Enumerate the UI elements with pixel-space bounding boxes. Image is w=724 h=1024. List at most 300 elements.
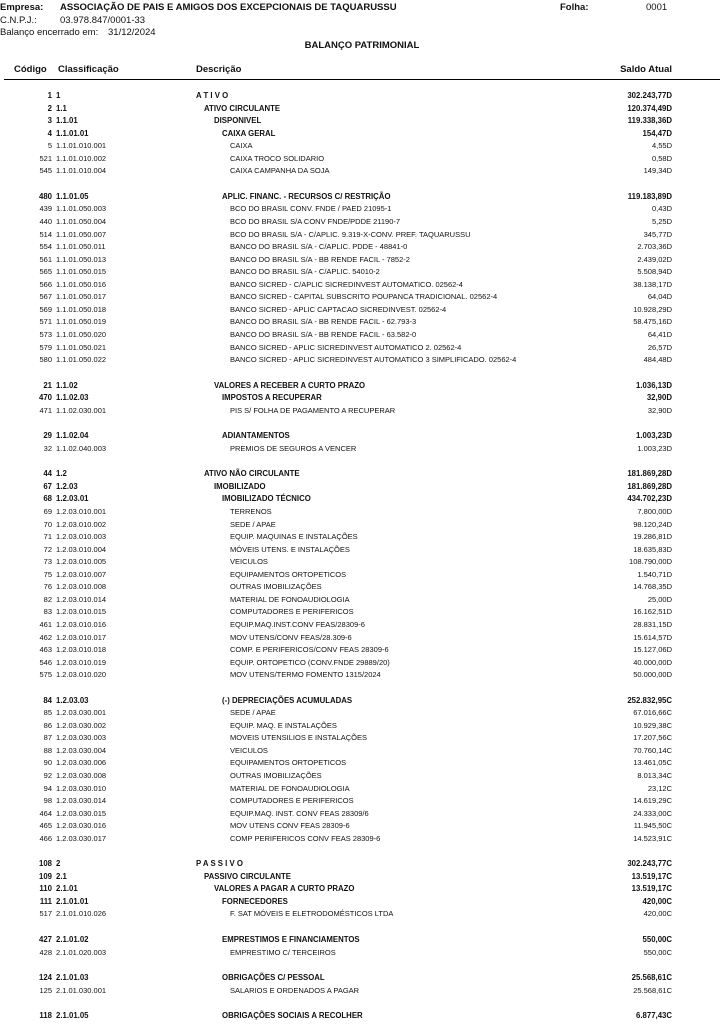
row-classificacao: 1.2.03.010.015: [56, 607, 107, 617]
row-saldo: 17.207,56C: [633, 733, 672, 743]
row-descricao: VEICULOS: [230, 745, 268, 755]
row-saldo: 10.928,29D: [633, 304, 672, 314]
row-classificacao: 1.2.03.010.008: [56, 582, 107, 592]
row-codigo: 90: [43, 758, 52, 768]
row-classificacao: 1.2.03.030.016: [56, 821, 107, 831]
row-saldo: 25.568,61C: [633, 985, 672, 995]
row-classificacao: 1.2.03.010.020: [56, 670, 107, 680]
row-codigo: 125: [39, 985, 52, 995]
row-classificacao: 1.2.03.03: [56, 695, 89, 705]
row-codigo: 72: [43, 544, 52, 554]
row-classificacao: 1.1: [56, 103, 67, 113]
row-codigo: 84: [43, 695, 52, 705]
row-descricao: EQUIPAMENTOS ORTOPETICOS: [230, 758, 347, 768]
table-row: [0, 266, 724, 278]
row-descricao: ADIANTAMENTOS: [222, 431, 290, 441]
row-saldo: 302.243,77C: [627, 859, 672, 869]
table-row: [0, 329, 724, 341]
table-row: [0, 569, 724, 581]
row-codigo: 579: [39, 342, 52, 352]
row-descricao: OUTRAS IMOBILIZAÇÕES: [230, 582, 322, 592]
row-classificacao: 1.2.03.010.005: [56, 557, 107, 567]
row-codigo: 4: [47, 128, 52, 138]
row-classificacao: 1.1.01.05: [56, 191, 89, 201]
table-row: [0, 908, 724, 920]
row-codigo: 111: [39, 896, 52, 906]
row-descricao: COMP. E PERIFERICOS/CONV FEAS 28309-6: [230, 645, 389, 654]
row-descricao: COMPUTADORES E PERIFERICOS: [230, 796, 354, 805]
row-codigo: 565: [39, 267, 52, 277]
row-classificacao: 1.1.01.050.004: [56, 216, 107, 226]
row-saldo: 550,00C: [643, 947, 672, 957]
row-saldo: 1.540,71D: [637, 569, 672, 579]
row-codigo: 546: [39, 657, 52, 667]
row-codigo: 521: [39, 153, 52, 163]
row-classificacao: 1.2: [56, 469, 67, 479]
row-classificacao: 1.2.03: [56, 481, 78, 491]
row-classificacao: 1.1.01.050.007: [56, 229, 107, 239]
row-saldo: 50.000,00D: [633, 670, 672, 680]
row-codigo: 69: [43, 507, 52, 516]
row-classificacao: 1.1.01.050.020: [56, 329, 107, 339]
row-codigo: 76: [43, 582, 52, 592]
row-codigo: 569: [39, 304, 52, 314]
table-row: [0, 203, 724, 215]
row-codigo: 1: [47, 91, 52, 100]
row-codigo: 75: [43, 569, 52, 579]
empresa-label: Empresa:: [0, 2, 44, 13]
row-classificacao: 1.2.03.010.016: [56, 619, 107, 629]
table-row: [0, 594, 724, 606]
row-saldo: 40.000,00D: [633, 657, 672, 667]
row-codigo: 466: [39, 833, 52, 843]
row-descricao: EQUIP.MAQ. INST. CONV FEAS 28309/6: [230, 808, 369, 818]
table-row: [0, 858, 724, 870]
row-codigo: 566: [39, 279, 52, 289]
table-row: [0, 216, 724, 228]
row-descricao: BANCO DO BRASIL S/A - C/APLIC. PDDE - 48841-0: [230, 242, 408, 252]
row-codigo: 29: [43, 431, 52, 441]
row-saldo: 19.286,81D: [633, 532, 672, 542]
row-codigo: 118: [39, 1011, 52, 1021]
table-row: [0, 544, 724, 556]
row-descricao: EQUIP. ORTOPETICO (CONV.FNDE 29889/20): [230, 657, 390, 667]
row-saldo: 67.016,66C: [633, 708, 672, 718]
row-descricao: BANCO DO BRASIL S/A - BB RENDE FACIL - 63.582-0: [230, 329, 417, 339]
table-row: [0, 757, 724, 769]
row-saldo: 11.945,50C: [633, 821, 672, 831]
row-saldo: 15.614,57D: [633, 632, 672, 642]
row-codigo: 86: [43, 720, 52, 730]
row-classificacao: 1.1.02.04: [56, 431, 89, 441]
table-row: [0, 165, 724, 177]
row-descricao: EQUIP. MAQUINAS E INSTALAÇÕES: [230, 532, 358, 542]
row-codigo: 471: [39, 405, 52, 415]
row-codigo: 2: [47, 103, 52, 113]
row-codigo: 87: [43, 733, 52, 743]
row-saldo: 38.138,17D: [633, 279, 672, 289]
row-codigo: 3: [47, 116, 52, 126]
row-descricao: P A S S I V O: [196, 859, 243, 869]
row-descricao: BANCO SICRED - APLIC SICREDINVEST AUTOMATICO 3 SIMPLIFICADO. 02562-4: [230, 355, 517, 364]
table-row: [0, 519, 724, 531]
row-descricao: BCO DO BRASIL S/A CONV FNDE/PDDE 21190-7: [230, 216, 401, 226]
table-row: [0, 90, 724, 102]
row-codigo: 514: [39, 229, 52, 239]
row-saldo: 13.461,05C: [633, 758, 672, 768]
row-saldo: 154,47D: [642, 128, 672, 138]
row-saldo: 302.243,77D: [627, 91, 672, 100]
row-classificacao: 1.1.01.010.002: [56, 153, 107, 163]
row-saldo: 32,90D: [646, 393, 672, 403]
row-saldo: 119.183,89D: [627, 191, 672, 201]
row-classificacao: 1.2.03.01: [56, 494, 89, 504]
row-descricao: CAIXA GERAL: [222, 128, 276, 138]
row-classificacao: 2.1.01.01: [56, 896, 89, 906]
row-codigo: 554: [39, 242, 52, 252]
cnpj-value: 03.978.847/0001-33: [60, 15, 146, 26]
table-row: [0, 380, 724, 392]
row-classificacao: 1.2.03.010.017: [56, 632, 107, 642]
row-codigo: 110: [39, 884, 52, 894]
row-classificacao: 1.2.03.030.017: [56, 833, 107, 843]
table-row: [0, 720, 724, 732]
row-saldo: 23,12C: [647, 783, 672, 793]
row-descricao: COMPUTADORES E PERIFERICOS: [230, 607, 354, 617]
row-saldo: 1.036,13D: [636, 380, 672, 390]
row-codigo: 73: [43, 557, 52, 567]
row-descricao: EQUIPAMENTOS ORTOPETICOS: [230, 569, 347, 579]
document-title: BALANÇO PATRIMONIAL: [304, 40, 420, 51]
row-saldo: 25,00D: [647, 594, 672, 604]
row-codigo: 21: [43, 380, 52, 390]
row-codigo: 575: [39, 670, 52, 680]
row-saldo: 5,25D: [651, 216, 672, 226]
row-codigo: 124: [38, 973, 52, 983]
table-row: [0, 128, 724, 140]
folha-label: Folha:: [560, 2, 589, 13]
row-codigo: 580: [39, 355, 52, 364]
row-descricao: BANCO SICRED - C/APLIC SICREDINVEST AUTOMATICO. 02562-4: [230, 279, 463, 289]
table-row: [0, 619, 724, 631]
row-descricao: IMOBILIZADO: [214, 481, 266, 491]
row-classificacao: 1.1.01.050.019: [56, 317, 107, 327]
table-row: [0, 669, 724, 681]
row-saldo: 24.333,00C: [633, 808, 672, 818]
row-descricao: IMPOSTOS A RECUPERAR: [222, 393, 322, 403]
row-saldo: 8.013,34C: [637, 770, 672, 780]
row-descricao: CAIXA: [230, 141, 253, 151]
row-classificacao: 1.2.03.030.008: [56, 770, 107, 780]
table-row: [0, 707, 724, 719]
table-row: [0, 808, 724, 820]
balanco-date: 31/12/2024: [108, 27, 156, 38]
table-row: [0, 632, 724, 644]
row-classificacao: 1.1.01.050.022: [56, 355, 107, 364]
row-descricao: SEDE / APAE: [230, 519, 276, 529]
table-row: [0, 229, 724, 241]
row-descricao: MOV UTENS CONV FEAS 28309-6: [230, 821, 350, 831]
row-codigo: 571: [39, 317, 52, 327]
row-classificacao: 1.1.01.050.021: [56, 342, 107, 352]
row-classificacao: 1.2.03.010.004: [56, 544, 107, 554]
row-descricao: PIS S/ FOLHA DE PAGAMENTO A RECUPERAR: [230, 405, 396, 415]
row-saldo: 28.831,15D: [633, 619, 672, 629]
row-codigo: 70: [43, 519, 52, 529]
row-classificacao: 1.2.03.030.001: [56, 708, 107, 718]
table-row: [0, 531, 724, 543]
table-row: [0, 506, 724, 518]
row-descricao: BANCO DO BRASIL S/A - BB RENDE FACIL - 7852-2: [230, 254, 410, 264]
table-row: [0, 695, 724, 707]
row-descricao: SEDE / APAE: [230, 708, 276, 718]
row-saldo: 0,43D: [651, 204, 672, 214]
table-row: [0, 468, 724, 480]
row-classificacao: 1.1.01.050.015: [56, 267, 107, 277]
row-saldo: 1.003,23D: [637, 443, 672, 453]
row-codigo: 92: [43, 770, 52, 780]
row-descricao: MÓVEIS UTENS. E INSTALAÇÕES: [230, 544, 350, 554]
row-saldo: 13.519,17C: [631, 884, 672, 894]
table-row: [0, 443, 724, 455]
row-codigo: 85: [43, 708, 52, 718]
empresa-name: ASSOCIAÇÃO DE PAIS E AMIGOS DOS EXCEPCIONAIS DE TAQUARUSSU: [60, 2, 397, 13]
table-row: [0, 241, 724, 253]
row-saldo: 108.790,00D: [629, 557, 672, 567]
row-classificacao: 1.1.02.03: [56, 393, 89, 403]
row-classificacao: 2.1.01.020.003: [56, 947, 107, 957]
row-saldo: 252.832,95C: [627, 695, 672, 705]
row-classificacao: 1.1.01: [56, 116, 78, 126]
row-classificacao: 2: [56, 859, 61, 869]
row-codigo: 88: [43, 745, 52, 755]
table-row: [0, 985, 724, 997]
folha-number: 0001: [646, 2, 668, 13]
row-saldo: 70.760,14C: [633, 745, 672, 755]
table-row: [0, 103, 724, 115]
row-saldo: 2.703,36D: [637, 242, 672, 252]
empresa-line: [0, 2, 43, 13]
row-classificacao: 1.2.03.030.010: [56, 783, 107, 793]
row-saldo: 434.702,23D: [627, 494, 672, 504]
row-classificacao: 1.1.01.010.001: [56, 141, 107, 151]
row-saldo: 18.635,83D: [633, 544, 672, 554]
table-row: [0, 115, 724, 127]
row-classificacao: 1.2.03.030.014: [56, 796, 107, 805]
row-classificacao: 1.1.01.010.004: [56, 166, 107, 176]
table-row: [0, 430, 724, 442]
row-saldo: 32,90D: [647, 405, 672, 415]
table-row: [0, 405, 724, 417]
table-row: [0, 481, 724, 493]
row-descricao: F. SAT MÓVEIS E ELETRODOMÉSTICOS LTDA: [230, 909, 394, 919]
column-classificacao: Classificação: [58, 64, 119, 75]
row-classificacao: 1.2.03.010.003: [56, 532, 107, 542]
row-descricao: EMPRESTIMO C/ TERCEIROS: [230, 947, 336, 957]
table-row: [0, 140, 724, 152]
row-codigo: 573: [39, 329, 52, 339]
row-classificacao: 1.1.02.040.003: [56, 443, 107, 453]
row-saldo: 13.519,17C: [631, 871, 672, 881]
row-classificacao: 1.1.01.01: [56, 128, 89, 138]
table-row: [0, 1010, 724, 1022]
row-codigo: 32: [43, 443, 52, 453]
row-saldo: 120.374,49D: [627, 103, 672, 113]
row-descricao: MATERIAL DE FONOAUDIOLOGIA: [230, 594, 350, 604]
row-codigo: 440: [39, 216, 52, 226]
cnpj-label: C.N.P.J.:: [0, 15, 37, 26]
row-descricao: CAIXA CAMPANHA DA SOJA: [230, 166, 330, 176]
row-classificacao: 1.1.01.050.016: [56, 279, 107, 289]
column-descricao: Descrição: [196, 64, 242, 75]
row-saldo: 420,00C: [643, 909, 672, 919]
row-codigo: 480: [38, 191, 52, 201]
table-row: [0, 833, 724, 845]
row-descricao: VEICULOS: [230, 557, 268, 567]
row-descricao: BANCO SICRED - APLIC CAPTACAO SICREDINVEST. 02562-4: [230, 304, 447, 314]
table-row: [0, 871, 724, 883]
table-row: [0, 556, 724, 568]
row-codigo: 44: [43, 469, 52, 479]
row-descricao: EQUIP.MAQ.INST.CONV FEAS/28309-6: [230, 619, 365, 629]
row-saldo: 119.338,36D: [627, 116, 672, 126]
row-classificacao: 1.1.02.030.001: [56, 405, 107, 415]
table-row: [0, 644, 724, 656]
column-saldo-atual: Saldo Atual: [620, 64, 672, 75]
row-codigo: 67: [43, 481, 52, 491]
row-descricao: FORNECEDORES: [222, 896, 288, 906]
table-row: [0, 279, 724, 291]
table-row: [0, 947, 724, 959]
row-classificacao: 2.1.01.010.026: [56, 909, 107, 919]
row-saldo: 14.619,29C: [633, 796, 672, 805]
table-row: [0, 732, 724, 744]
row-descricao: OUTRAS IMOBILIZAÇÕES: [230, 770, 322, 780]
row-descricao: EMPRESTIMOS E FINANCIAMENTOS: [222, 935, 360, 944]
row-saldo: 16.162,51D: [633, 607, 672, 617]
row-descricao: OBRIGAÇÕES C/ PESSOAL: [222, 973, 325, 983]
row-saldo: 14.523,91C: [633, 833, 672, 843]
row-codigo: 545: [39, 166, 52, 176]
row-classificacao: 1.2.03.030.002: [56, 720, 107, 730]
row-classificacao: 1.2.03.030.006: [56, 758, 107, 768]
row-descricao: ATIVO CIRCULANTE: [204, 103, 281, 113]
row-descricao: VALORES A PAGAR A CURTO PRAZO: [214, 884, 355, 894]
row-classificacao: 1: [56, 91, 61, 100]
table-row: [0, 934, 724, 946]
row-classificacao: 1.2.03.010.014: [56, 594, 107, 604]
row-codigo: 567: [39, 292, 52, 302]
row-descricao: SALARIOS E ORDENADOS A PAGAR: [230, 985, 360, 995]
row-descricao: BCO DO BRASIL S/A - C/APLIC. 9.319-X-CONV. PREF. TAQUARUSSU: [230, 229, 471, 239]
row-classificacao: 1.2.03.010.019: [56, 657, 107, 667]
row-classificacao: 1.1.01.050.003: [56, 204, 107, 214]
balanco-label: Balanço encerrado em:: [0, 27, 99, 38]
row-codigo: 94: [43, 783, 52, 793]
row-saldo: 6.877,43C: [636, 1011, 672, 1021]
table-row: [0, 304, 724, 316]
row-saldo: 10.929,38C: [633, 720, 672, 730]
table-row: [0, 783, 724, 795]
row-codigo: 470: [38, 393, 52, 403]
table-row: [0, 581, 724, 593]
row-saldo: 0,58D: [651, 153, 672, 163]
row-descricao: APLIC. FINANC. - RECURSOS C/ RESTRIÇÃO: [222, 191, 391, 201]
row-codigo: 463: [39, 645, 52, 654]
column-codigo: Código: [14, 64, 47, 75]
row-descricao: TERRENOS: [230, 507, 272, 516]
table-row: [0, 883, 724, 895]
row-descricao: (-) DEPRECIAÇÕES ACUMULADAS: [222, 695, 353, 705]
row-saldo: 14.768,35D: [633, 582, 672, 592]
row-saldo: 420,00C: [642, 896, 672, 906]
row-descricao: BANCO SICRED - CAPITAL SUBSCRITO POUPANCA TRADICIONAL. 02562-4: [230, 292, 498, 302]
row-codigo: 98: [43, 796, 52, 805]
row-descricao: COMP PERIFERICOS CONV FEAS 28309-6: [230, 833, 381, 843]
row-saldo: 4,55D: [651, 141, 672, 151]
row-codigo: 82: [43, 594, 52, 604]
row-classificacao: 1.2.03.030.004: [56, 745, 107, 755]
table-row: [0, 354, 724, 366]
row-descricao: MOV UTENS/TERMO FOMENTO 1315/2024: [230, 670, 381, 680]
row-classificacao: 1.2.03.010.001: [56, 507, 107, 516]
row-saldo: 25.568,61C: [631, 973, 672, 983]
row-classificacao: 1.2.03.010.007: [56, 569, 107, 579]
row-codigo: 561: [39, 254, 52, 264]
table-row: [0, 291, 724, 303]
column-header: [0, 64, 724, 78]
row-descricao: MATERIAL DE FONOAUDIOLOGIA: [230, 783, 350, 793]
row-descricao: VALORES A RECEBER A CURTO PRAZO: [214, 380, 366, 390]
table-row: [0, 316, 724, 328]
row-codigo: 465: [39, 821, 52, 831]
row-codigo: 439: [39, 204, 52, 214]
row-descricao: EQUIP. MAQ. E INSTALAÇÕES: [230, 720, 337, 730]
table-row: [0, 254, 724, 266]
row-classificacao: 1.2.03.010.018: [56, 645, 107, 654]
table-row: [0, 191, 724, 203]
row-codigo: 427: [38, 935, 52, 944]
row-descricao: CAIXA TROCO SOLIDARIO: [230, 153, 325, 163]
row-classificacao: 1.1.01.050.013: [56, 254, 107, 264]
row-codigo: 5: [47, 141, 52, 151]
row-descricao: IMOBILIZADO TÉCNICO: [222, 494, 311, 504]
row-classificacao: 2.1.01.05: [56, 1011, 89, 1021]
row-descricao: DISPONIVEL: [214, 116, 262, 126]
row-codigo: 109: [38, 871, 52, 881]
row-descricao: BANCO SICRED - APLIC SICREDINVEST AUTOMATICO 2. 02562-4: [230, 342, 462, 352]
row-classificacao: 1.1.01.050.011: [56, 242, 106, 252]
table-row: [0, 896, 724, 908]
row-codigo: 71: [43, 532, 52, 542]
row-descricao: PREMIOS DE SEGUROS A VENCER: [230, 443, 357, 453]
row-classificacao: 2.1.01.02: [56, 935, 89, 944]
table-row: [0, 657, 724, 669]
row-classificacao: 2.1.01: [56, 884, 78, 894]
row-descricao: PASSIVO CIRCULANTE: [204, 871, 291, 881]
row-saldo: 181.869,28D: [627, 481, 672, 491]
row-descricao: MOV UTENS/CONV FEAS/28.309-6: [230, 632, 352, 642]
row-saldo: 1.003,23D: [636, 431, 672, 441]
row-saldo: 2.439,02D: [637, 254, 672, 264]
row-descricao: BANCO DO BRASIL S/A - C/APLIC. 54010-2: [230, 267, 380, 277]
row-classificacao: 1.2.03.030.015: [56, 808, 107, 818]
row-saldo: 64,04D: [647, 292, 672, 302]
row-codigo: 462: [39, 632, 52, 642]
row-saldo: 550,00C: [642, 935, 672, 944]
table-row: [0, 770, 724, 782]
row-saldo: 15.127,06D: [633, 645, 672, 654]
